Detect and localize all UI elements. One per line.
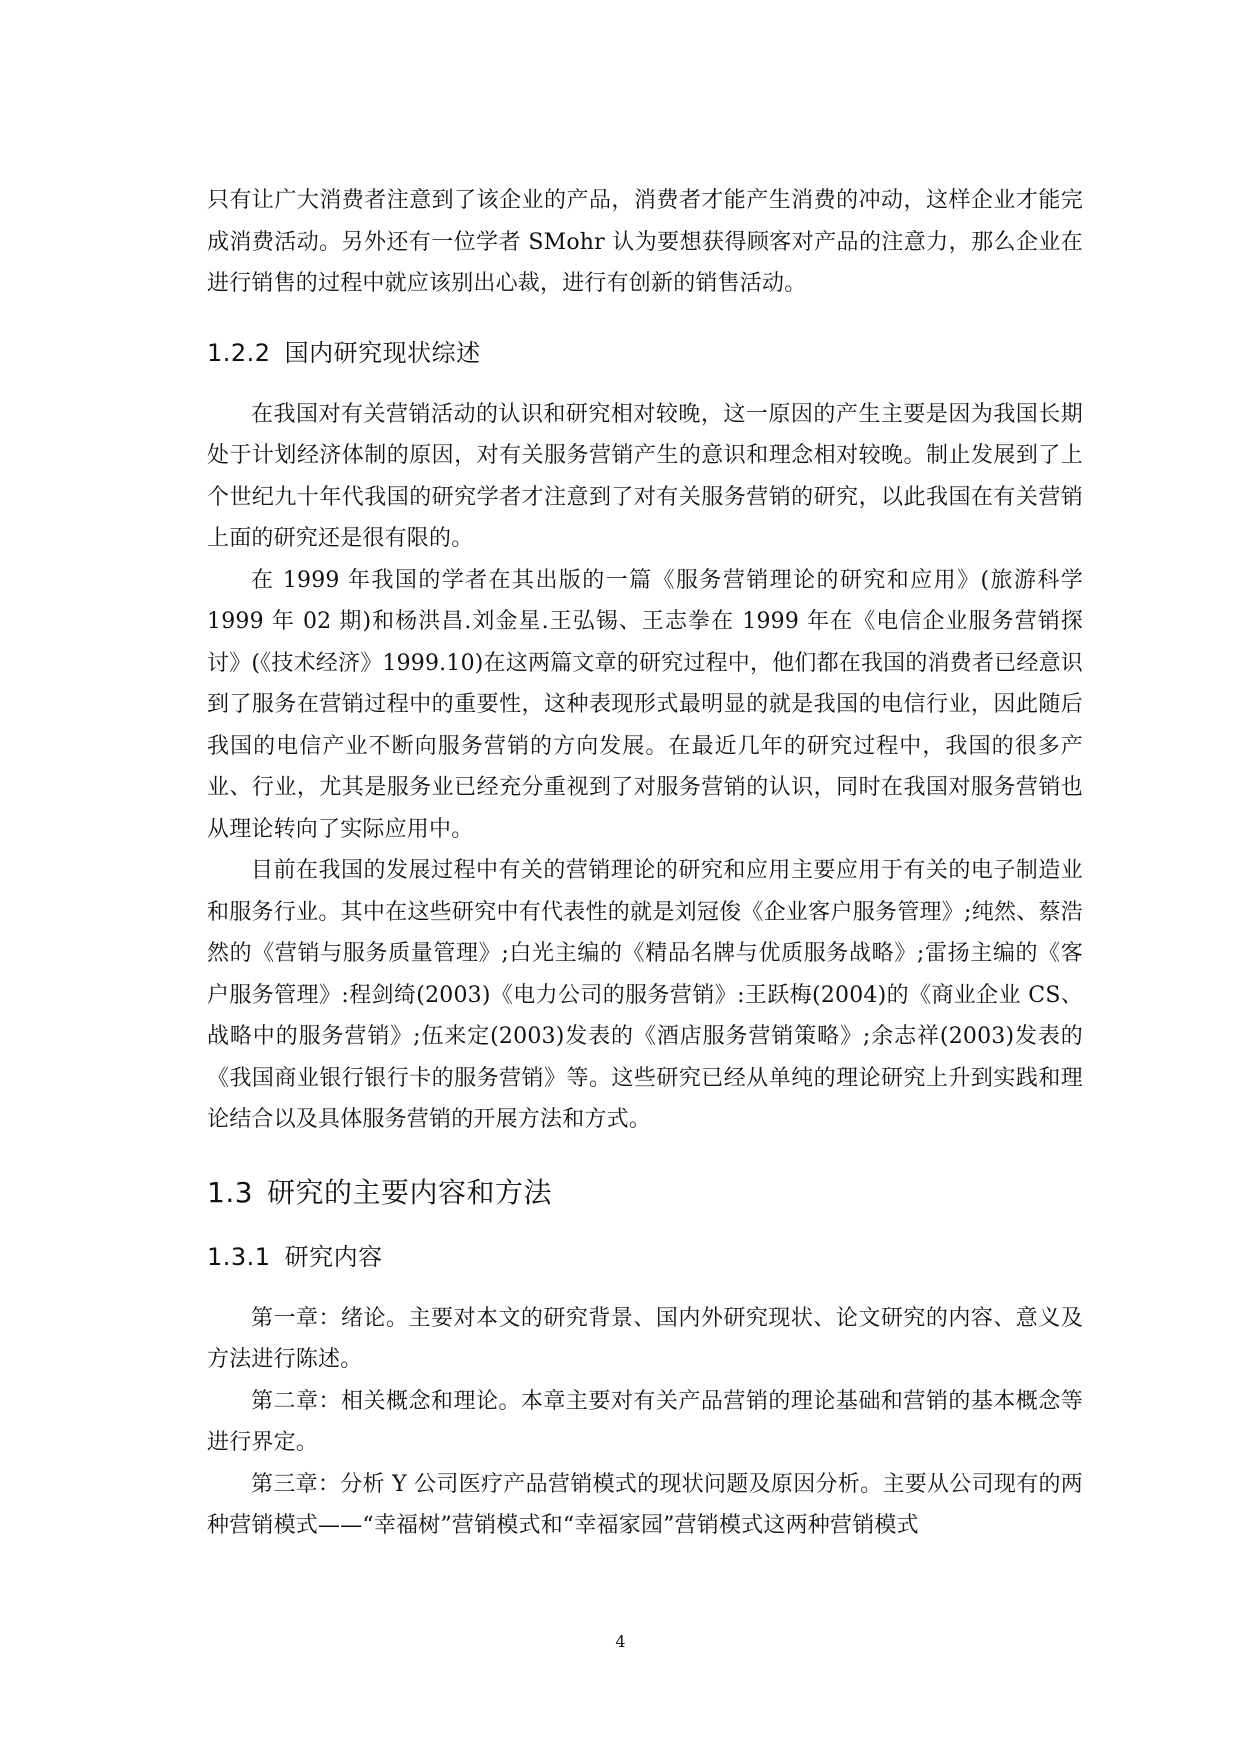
paragraph: 在我国对有关营销活动的认识和研究相对较晚，这一原因的产生主要是因为我国长期处于计划经济体制的原因，对有关服务营销产生的意识和理念相对较晚。制止发展到了上个世纪九十年代我国的研究学者才注意到了对有关服务营销的研究，以此我国在有关营销上面的研究还是很有限的。 (207, 401, 1083, 551)
paragraph: 目前在我国的发展过程中有关的营销理论的研究和应用主要应用于有关的电子制造业和服务行业。其中在这些研究中有代表性的就是刘冠俊《企业客户服务管理》;纯然、蔡浩然的《营销与服务质量管理》;白光主编的《精品名牌与优质服务战略》;雷扬主编的《客户服务管理》:程剑绮(2003)《电力公司的服务营销》:王跃梅(2004)的《商业企业 CS、战略中的服务营销》;伍来定(2003)发表的《酒店服务营销策略》;余志祥(2003)发表的《我国商业银行银行卡的服务营销》等。这些研究已经从单纯的理论研究上升到实践和理论结合以及具体服务营销的开展方法和方式。 (207, 858, 1083, 1132)
heading-title: 研究的主要内容和方法 (267, 1175, 553, 1209)
paragraph: 在 1999 年我国的学者在其出版的一篇《服务营销理论的研究和应用》(旅游科学 1999 年 02 期)和杨洪昌.刘金星.王弘锡、王志拳在 1999 年在《电信企业服务营销探讨》(《技术经济》1999.10)在这两篇文章的研究过程中，他们都在我国的消费者已经意识到了服务在营销过程中的重要性，这种表现形式最明显的就是我国的电信行业，因此随后我国的电信产业不断向服务营销的方向发展。在最近几年的研究过程中，我国的很多产业、行业，尤其是服务业已经充分重视到了对服务营销的认识，同时在我国对服务营销也从理论转向了实际应用中。 (207, 567, 1083, 842)
heading-number: 1.3.1 (207, 1242, 271, 1271)
section-heading-1-2-2 (207, 333, 1083, 368)
paragraph: 第一章：绪论。主要对本文的研究背景、国内外研究现状、论文研究的内容、意义及方法进行陈述。 (207, 1305, 1083, 1372)
page-content (207, 180, 1083, 1547)
heading-title: 国内研究现状综述 (284, 338, 481, 367)
section-heading-1-3 (207, 1171, 1083, 1211)
heading-title: 研究内容 (284, 1242, 383, 1271)
paragraph: 第三章：分析 Y 公司医疗产品营销模式的现状问题及原因分析。主要从公司现有的两种营销模式——“幸福树”营销模式和“幸福家园”营销模式这两种营销模式 (207, 1471, 1083, 1538)
section-heading-1-3-1 (207, 1237, 1083, 1272)
heading-number: 1.2.2 (207, 338, 271, 367)
page-number: 4 (615, 1632, 626, 1651)
paragraph: 第二章：相关概念和理论。本章主要对有关产品营销的理论基础和营销的基本概念等进行界定。 (207, 1388, 1083, 1455)
heading-number: 1.3 (207, 1175, 254, 1209)
paragraph-continuation: 只有让广大消费者注意到了该企业的产品，消费者才能产生消费的冲动，这样企业才能完成消费活动。另外还有一位学者 SMohr 认为要想获得顾客对产品的注意力，那么企业在进行销售的过程中就应该别出心裁，进行有创新的销售活动。 (207, 188, 1083, 296)
